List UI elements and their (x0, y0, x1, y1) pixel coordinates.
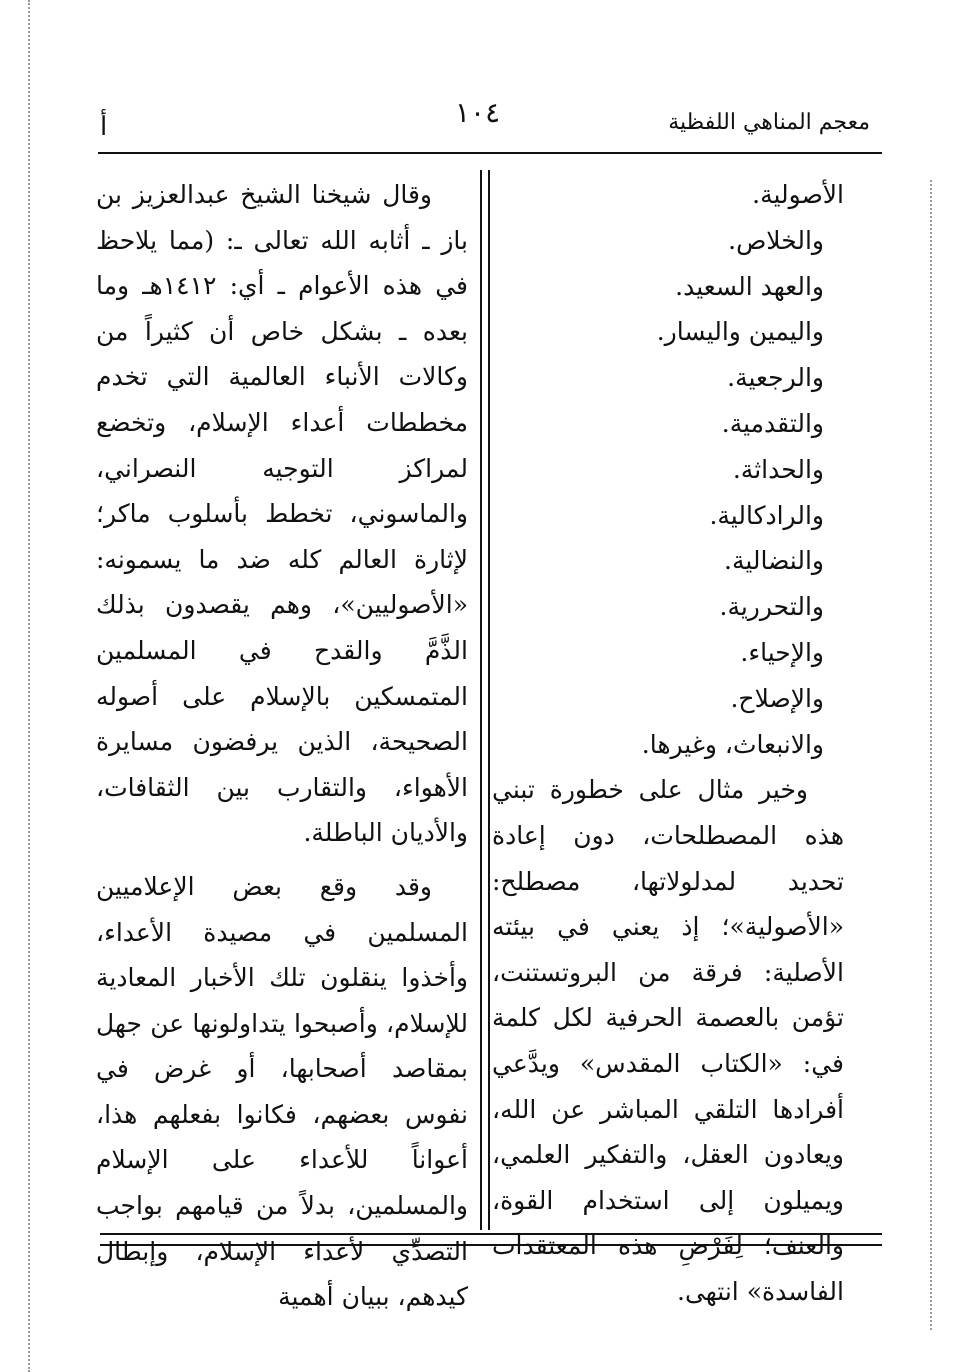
column-divider (480, 170, 482, 1230)
list-item: والانبعاث، وغيرها. (641, 729, 824, 759)
list-item: والتقدمية. (721, 408, 824, 438)
list-item: واليمين واليسار. (656, 317, 824, 347)
body-paragraph: وقال شيخنا الشيخ عبدالعزيز بن باز ـ أثابه الله تعالى ـ: (مما يلاحظ في هذه الأعوام ـ أي: ١٤١٢هـ وما بعده ـ بشكل خاص أن كثيراً من وكالات الأنباء العالمية التي تخدم مخططات أعداء الإسلام، وتخضع لمراكز التوجيه النصراني، والماسوني، تخطط بأسلوب ماكر؛ لإثارة العالم كله ضد ما يسمونه: «الأصوليين»، وهم يقصدون بذلك الذَّمَّ والقدح في المسلمين المتمسكين بالإسلام على أصوله الصحيحة، الذين يرفضون مسايرة الأهواء، والتقارب بين الثقافات، والأديان الباطلة. (96, 180, 468, 848)
list-item: والخلاص. (728, 225, 824, 255)
paragraph-gap (96, 856, 468, 864)
list-item: والنضالية. (724, 546, 824, 576)
list-item: والرجعية. (727, 363, 824, 393)
scan-margin-artifact (28, 0, 30, 1372)
list-item: والإصلاح. (730, 683, 824, 713)
list-item: والإحياء. (740, 637, 824, 667)
body-paragraph: وخير مثال على خطورة تبني هذه المصطلحات، دون إعادة تحديد لمدلولاتها، مصطلح: «الأصولية»؛ إذ يعني في بيئته الأصلية: فرقة من البروتستنت، تؤمن بالعصمة الحرفية لكل كلمة في: «الكتاب المقدس» ويدَّعي أفرادها التلقي المباشر عن الله، ويعادون العقل، والتفكير العلمي، ويميلون إلى استخدام القوة، والعنف؛ لِفَرْضِ هذه المعتقدات الفاسدة» انتهى. (492, 775, 844, 1306)
list-item: الأصولية. (752, 180, 844, 209)
page-number: ١٠٤ (455, 96, 501, 129)
scan-margin-artifact (930, 180, 932, 1330)
column-divider (488, 170, 490, 1230)
list-item: والحداثة. (732, 454, 824, 484)
running-header-title: معجم المناهي اللفظية (668, 110, 870, 135)
list-item: والتحررية. (719, 592, 824, 622)
header-rule (98, 152, 882, 154)
list-item: والعهد السعيد. (675, 271, 824, 301)
body-paragraph: وقد وقع بعض الإعلاميين المسلمين في مصيدة الأعداء، وأخذوا ينقلون تلك الأخبار المعادية للإسلام، وأصبحوا يتداولونها عن جهل بمقاصد أصحابها، أو غرض في نفوس بعضهم، فكانوا بفعلهم هذا، أعواناً للأعداء على الإسلام والمسلمين، بدلاً من قيامهم بواجب التصدِّي لأعداء الإسلام، وإبطال كيدهم، ببيان أهمية (96, 871, 468, 1312)
left-column (96, 172, 468, 1320)
signature-mark: أ (100, 112, 108, 142)
right-column (492, 172, 844, 1314)
list-item: والرادكالية. (709, 500, 824, 530)
